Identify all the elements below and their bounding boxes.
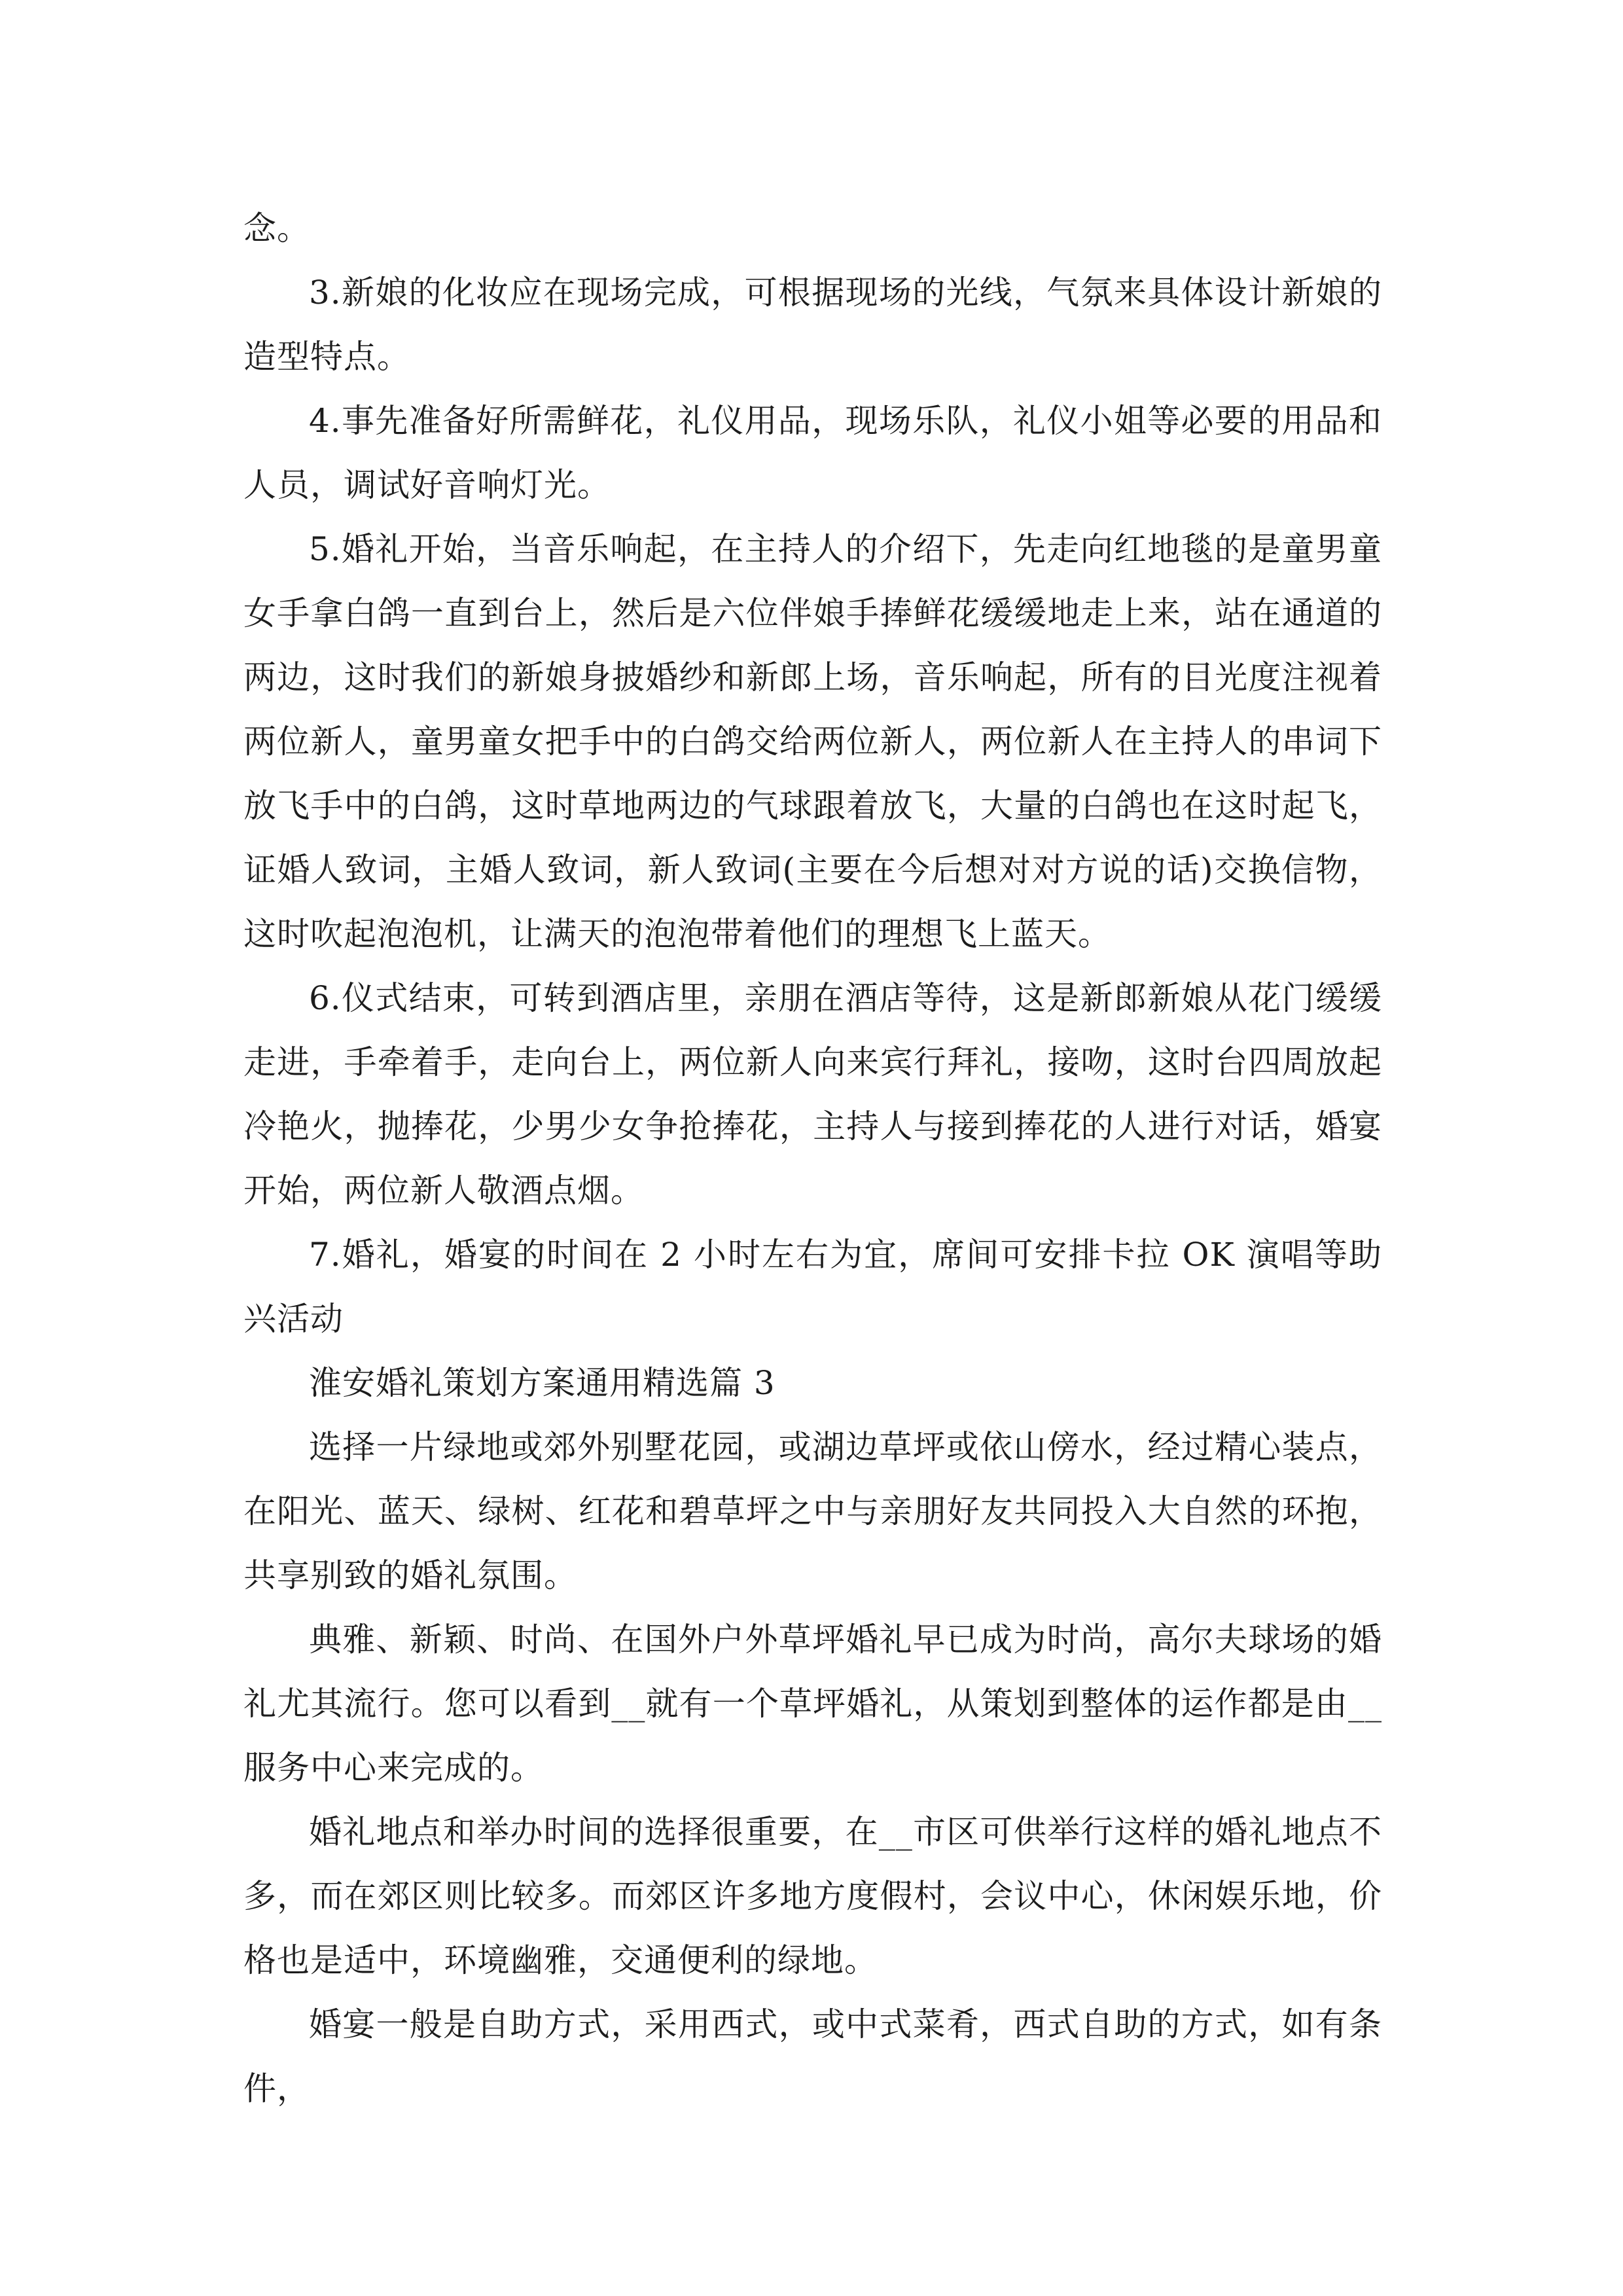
section-paragraph: 婚宴一般是自助方式，采用西式，或中式菜肴，西式自助的方式，如有条件，	[243, 2005, 1382, 2108]
document-body	[243, 196, 1382, 2121]
paragraph-continuation: 念。	[243, 209, 310, 247]
paragraph-item-5: 5.婚礼开始，当音乐响起，在主持人的介绍下，先走向红地毯的是童男童女手拿白鸽一直到台上，然后是六位伴娘手捧鲜花缓缓地走上来，站在通道的两边，这时我们的新娘身披婚纱和新郎上场，音乐响起，所有的目光度注视着两位新人，童男童女把手中的白鸽交给两位新人，两位新人在主持人的串词下放飞手中的白鸽，这时草地两边的气球跟着放飞，大量的白鸽也在这时起飞，证婚人致词，主婚人致词，新人致词(主要在今后想对对方说的话)交换信物，这时吹起泡泡机，让满天的泡泡带着他们的理想飞上蓝天。	[243, 530, 1382, 953]
section-paragraph: 婚礼地点和举办时间的选择很重要，在__市区可供举行这样的婚礼地点不多，而在郊区则比较多。而郊区许多地方度假村，会议中心，休闲娱乐地，价格也是适中，环境幽雅，交通便利的绿地。	[243, 1813, 1382, 1979]
section-paragraph: 选择一片绿地或郊外别墅花园，或湖边草坪或依山傍水，经过精心装点，在阳光、蓝天、绿树、红花和碧草坪之中与亲朋好友共同投入大自然的环抱，共享别致的婚礼氛围。	[243, 1428, 1382, 1594]
paragraph-item-7: 7.婚礼，婚宴的时间在 2 小时左右为宜，席间可安排卡拉 OK 演唱等助兴活动	[243, 1236, 1382, 1338]
paragraph-item-6: 6.仪式结束，可转到酒店里，亲朋在酒店等待，这是新郎新娘从花门缓缓走进，手牵着手，走向台上，两位新人向来宾行拜礼，接吻，这时台四周放起冷艳火，抛捧花，少男少女争抢捧花，主持人与接到捧花的人进行对话，婚宴开始，两位新人敬酒点烟。	[243, 979, 1382, 1210]
section-heading: 淮安婚礼策划方案通用精选篇 3	[309, 1364, 776, 1402]
section-paragraph: 典雅、新颖、时尚、在国外户外草坪婚礼早已成为时尚，高尔夫球场的婚礼尤其流行。您可以看到__就有一个草坪婚礼，从策划到整体的运作都是由__服务中心来完成的。	[243, 1621, 1382, 1787]
paragraph-item-4: 4.事先准备好所需鲜花，礼仪用品，现场乐队，礼仪小姐等必要的用品和人员，调试好音响灯光。	[243, 402, 1382, 504]
paragraph-item-3: 3.新娘的化妆应在现场完成，可根据现场的光线，气氛来具体设计新娘的造型特点。	[243, 274, 1382, 376]
